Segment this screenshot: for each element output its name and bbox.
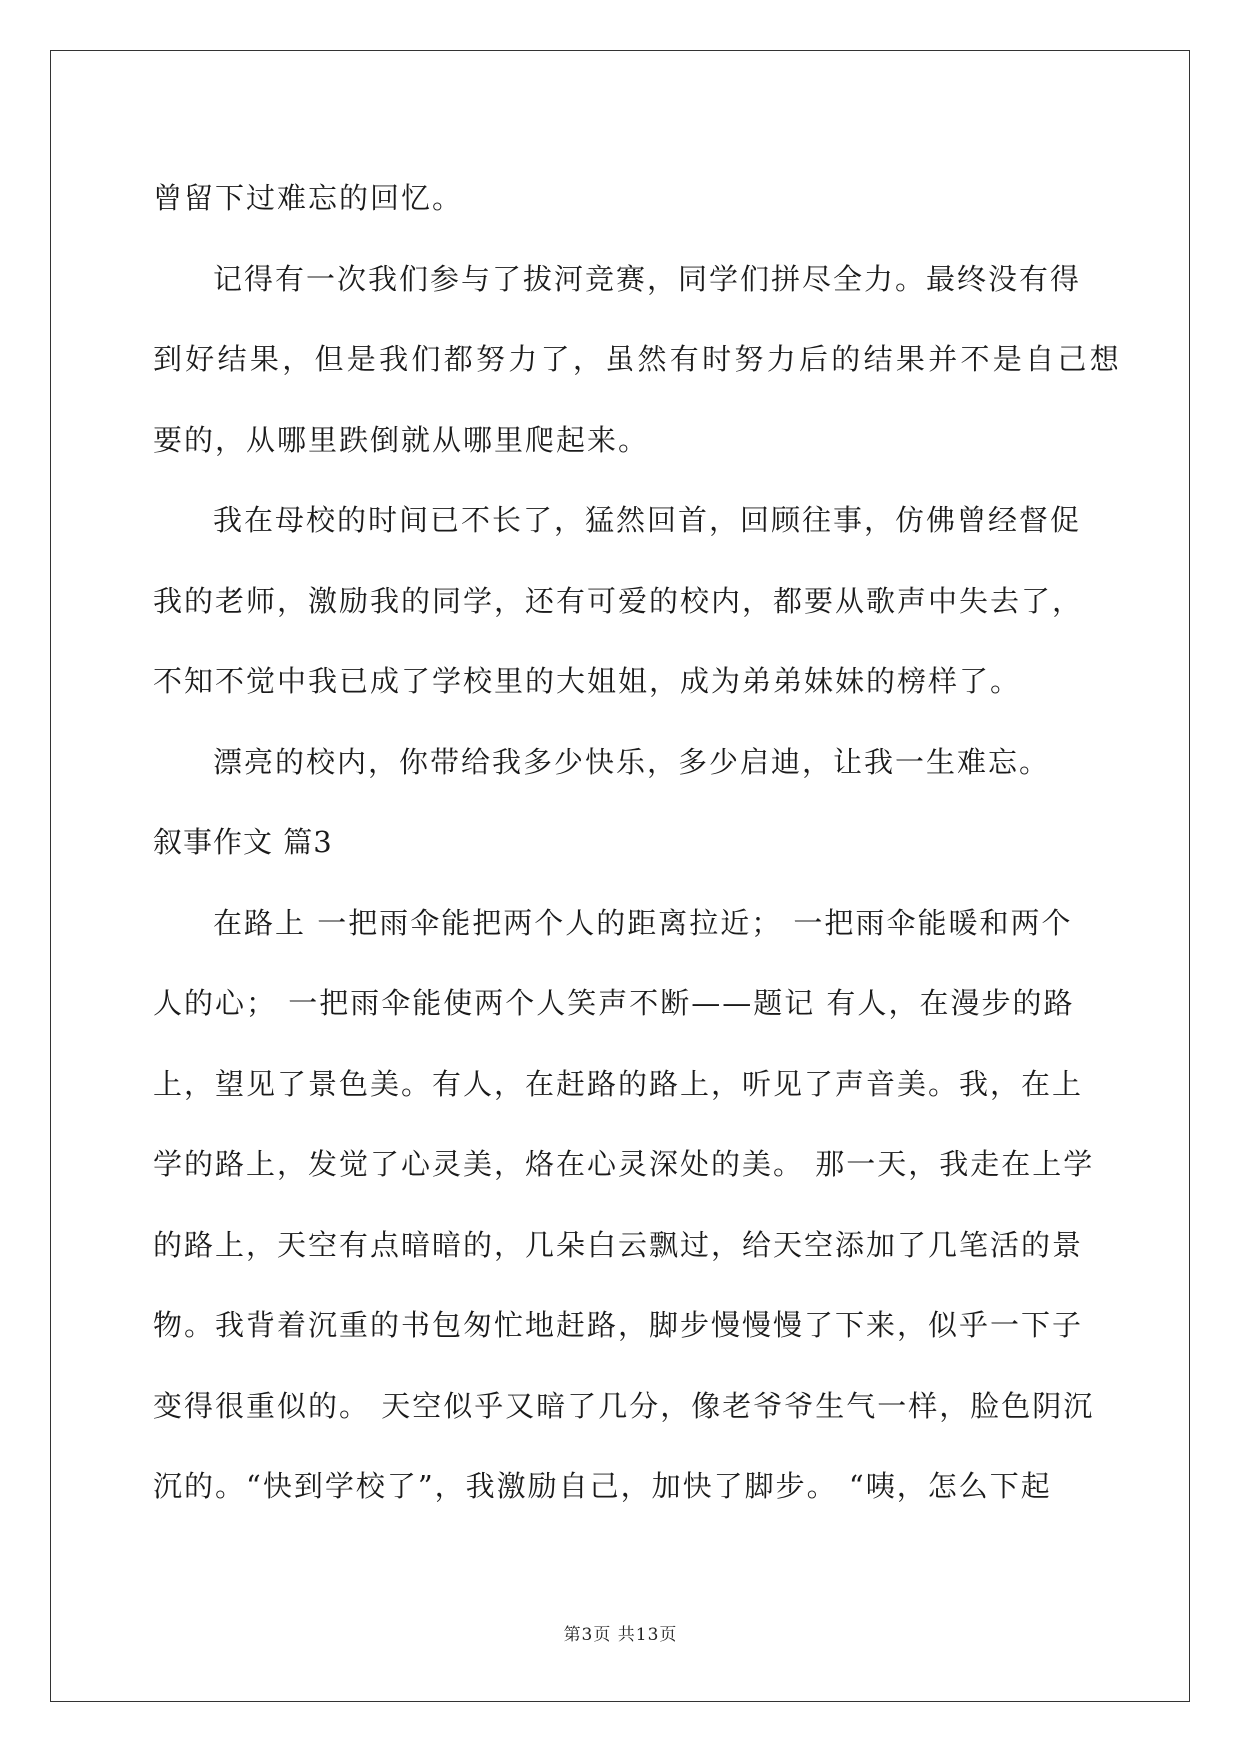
text-line: 不知不觉中我已成了学校里的大姐姐，成为弟弟妹妹的榜样了。: [153, 664, 1022, 698]
text-line: 我在母校的时间已不长了，猛然回首，回顾往事，仿佛曾经督促: [213, 503, 1082, 537]
text-line: 我的老师，激励我的同学，还有可爱的校内，都要从歌声中失去了，: [153, 583, 1084, 618]
text-line: 曾留下过难忘的回忆。: [153, 181, 464, 215]
text-line: 学的路上，发觉了心灵美，烙在心灵深处的美。 那一天，我走在上学: [153, 1147, 1095, 1181]
text-line: 沉的。“快到学校了”，我激励自己，加快了脚步。 “咦，怎么下起: [153, 1469, 1052, 1503]
text-line: 变得很重似的。 天空似乎又暗了几分，像老爷爷生气一样，脸色阴沉: [153, 1388, 1095, 1423]
text-line: 漂亮的校内，你带给我多少快乐，多少启迪，让我一生难忘。: [213, 744, 1051, 779]
text-line: 人的心； 一把雨伞能使两个人笑声不断——题记 有人，在漫步的路: [153, 986, 1075, 1020]
text-line: 物。我背着沉重的书包匆忙地赶路，脚步慢慢慢了下来，似乎一下子: [153, 1308, 1084, 1342]
document-body: [153, 158, 1123, 1527]
text-line: 到好结果，但是我们都努力了，虽然有时努力后的结果并不是自己想: [153, 342, 1123, 376]
text-line: 记得有一次我们参与了拔河竞赛，同学们拼尽全力。最终没有得: [213, 261, 1082, 296]
section-heading: 叙事作文 篇3: [153, 825, 333, 859]
page-number-footer: 第3页 共13页: [563, 1625, 678, 1645]
text-line: 上，望见了景色美。有人，在赶路的路上，听见了声音美。我，在上: [153, 1066, 1084, 1101]
text-line: 要的，从哪里跌倒就从哪里爬起来。: [153, 422, 650, 457]
text-line: 的路上，天空有点暗暗的，几朵白云飘过，给天空添加了几笔活的景: [153, 1227, 1084, 1262]
text-line: 在路上 一把雨伞能把两个人的距离拉近； 一把雨伞能暖和两个: [213, 905, 1073, 940]
